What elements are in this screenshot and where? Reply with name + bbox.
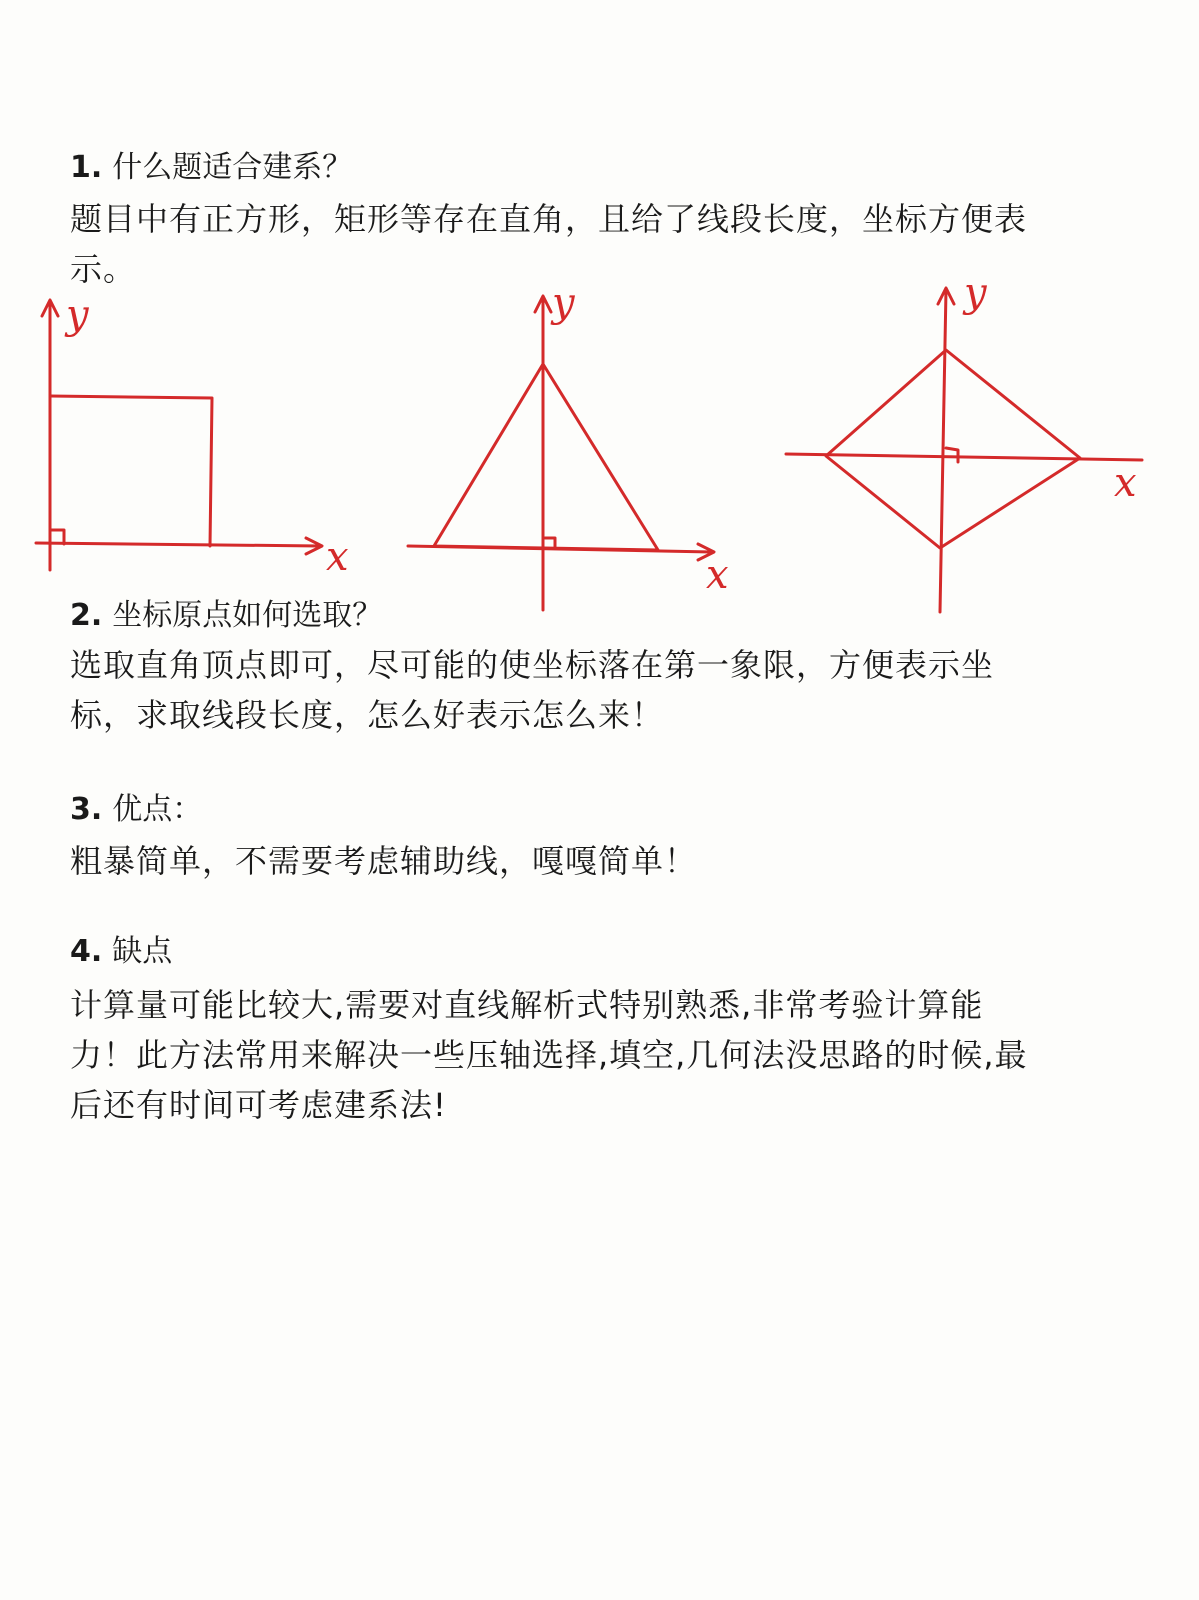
section-2-number: 2. [70,598,103,633]
rhombus-y-label: y [964,270,987,316]
section-4-title: 缺点 [112,934,173,969]
square-shape [50,396,212,546]
section-2-body: 选取直角顶点即可，尽可能的使坐标落在第一象限，方便表示坐 标，求取线段长度，怎么好表示怎么来！ [70,646,995,734]
section-3-title: 优点： [112,792,203,827]
square-y-label: y [66,292,89,338]
section-3-number: 3. [70,792,103,827]
square-x-axis [36,543,320,546]
rhombus-y-axis [940,290,946,612]
section-1-number: 1. [70,150,103,185]
rhombus-right-angle [946,448,958,462]
section-4-body: 计算量可能比较大,需要对直线解析式特别熟悉,非常考验计算能力！此方法常用来解决一些压轴选择,填空,几何法没思路的时候,最后还有时间可考虑建系法! [70,986,1028,1124]
section-4-heading [70,932,172,972]
rhombus-diagram [786,270,1142,612]
section-1-title: 什么题适合建系？ [112,150,353,185]
triangle-diagram [408,280,729,610]
rhombus-x-label: x [1114,460,1137,506]
square-diagram [36,292,349,580]
section-4-number: 4. [70,934,103,969]
triangle-shape [434,364,658,550]
section-3-body: 粗暴简单，不需要考虑辅助线，嘎嘎简单！ [70,842,698,880]
coordinate-diagrams [0,270,1199,630]
section-2-title: 坐标原点如何选取？ [112,598,383,633]
section-3-heading [70,790,202,830]
section-1-body: 题目中有正方形，矩形等存在直角，且给了线段长度，坐标方便表示。 [70,200,1028,288]
square-x-label: x [326,534,349,580]
triangle-y-label: y [552,280,575,326]
section-2-heading [70,596,382,636]
section-1-heading [70,148,352,188]
rhombus-x-axis [786,454,1142,460]
triangle-x-label: x [706,552,729,598]
triangle-right-angle [545,538,555,548]
